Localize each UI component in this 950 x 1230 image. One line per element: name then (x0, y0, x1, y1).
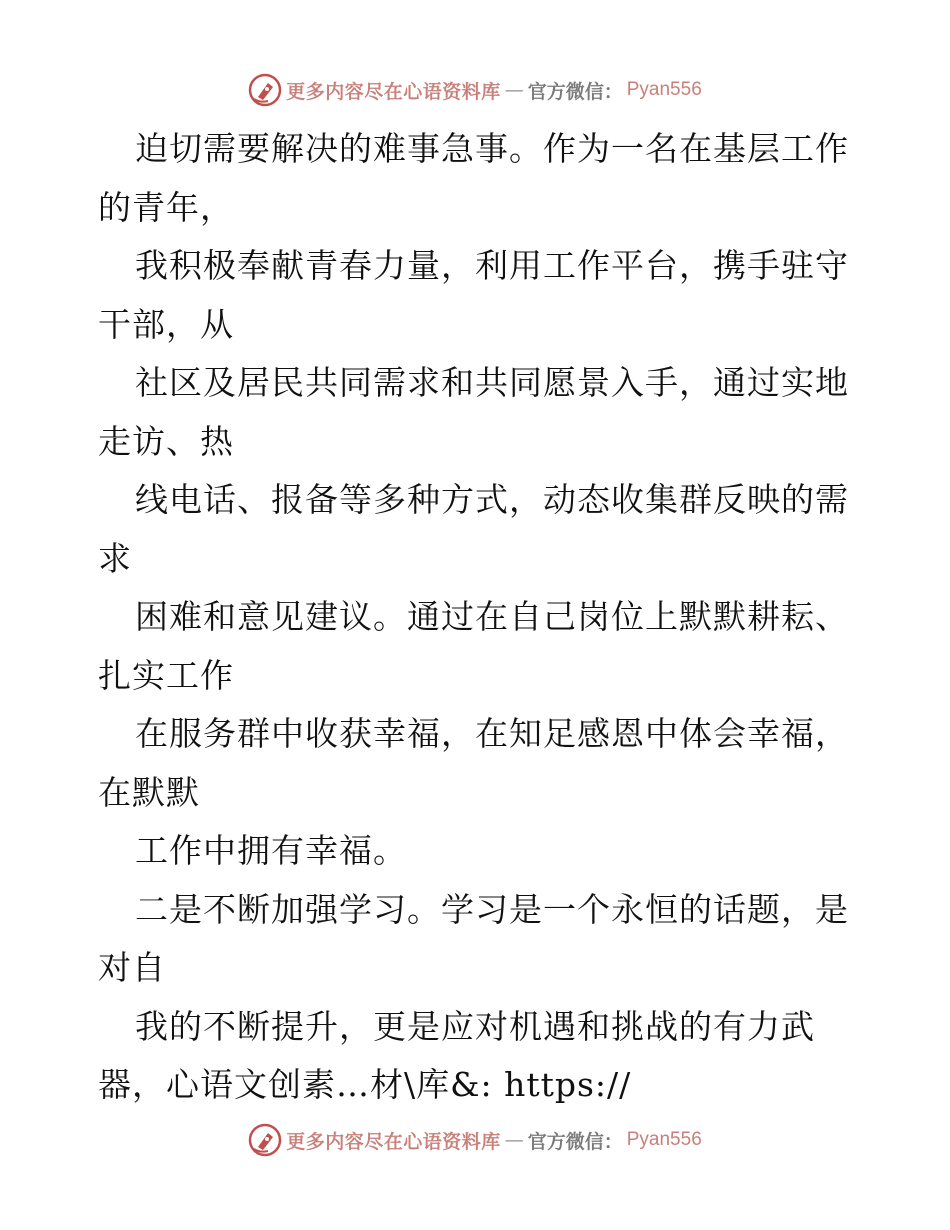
header-separator: — (504, 79, 524, 101)
body-line: 的青年， (98, 187, 234, 227)
header-wechat-id: Pyan556 (626, 79, 702, 100)
pen-nib-logo-icon (248, 73, 282, 107)
body-line: 困难和意见建议。通过在自己岗位上默默耕耘、 (135, 597, 849, 636)
footer-wechat-label: 官方微信： (527, 1130, 623, 1153)
body-line: 二是不断加强学习。学习是一个永恒的话题，是 (135, 889, 849, 929)
footer-brand-text: 更多内容尽在心语资料库 (286, 1130, 501, 1153)
body-line: 干部，从 (98, 304, 234, 344)
body-line: 在默默 (98, 772, 200, 812)
body-line: 我积极奉献青春力量，利用工作平台，携手驻守 (135, 246, 849, 285)
footer-separator: — (504, 1129, 524, 1151)
body-line: 迫切需要解决的难事急事。作为一名在基层工作 (135, 129, 849, 168)
body-line: 我的不断提升，更是应对机遇和挑战的有力武 (135, 1006, 815, 1046)
body-line: 社区及居民共同需求和共同愿景入手，通过实地 (135, 363, 849, 402)
header-brand-text: 更多内容尽在心语资料库 (286, 80, 501, 103)
body-line: 器，心语文创素…材\库&: https:// (98, 1065, 632, 1104)
footer-banner (0, 1120, 950, 1160)
footer-wechat-id: Pyan556 (626, 1129, 702, 1150)
body-line: 线电话、报备等多种方式，动态收集群反映的需 (135, 480, 849, 519)
body-line: 对自 (98, 948, 166, 987)
body-line: 工作中拥有幸福。 (135, 831, 407, 870)
header-wechat-label: 官方微信： (527, 80, 623, 103)
pen-nib-logo-icon (248, 1123, 282, 1157)
body-line: 扎实工作 (98, 655, 234, 695)
header-banner (0, 70, 950, 110)
document-body (98, 120, 878, 1115)
body-line: 求 (98, 538, 132, 578)
body-line: 走访、热 (98, 421, 234, 461)
body-line: 在服务群中收获幸福，在知足感恩中体会幸福， (135, 714, 849, 753)
